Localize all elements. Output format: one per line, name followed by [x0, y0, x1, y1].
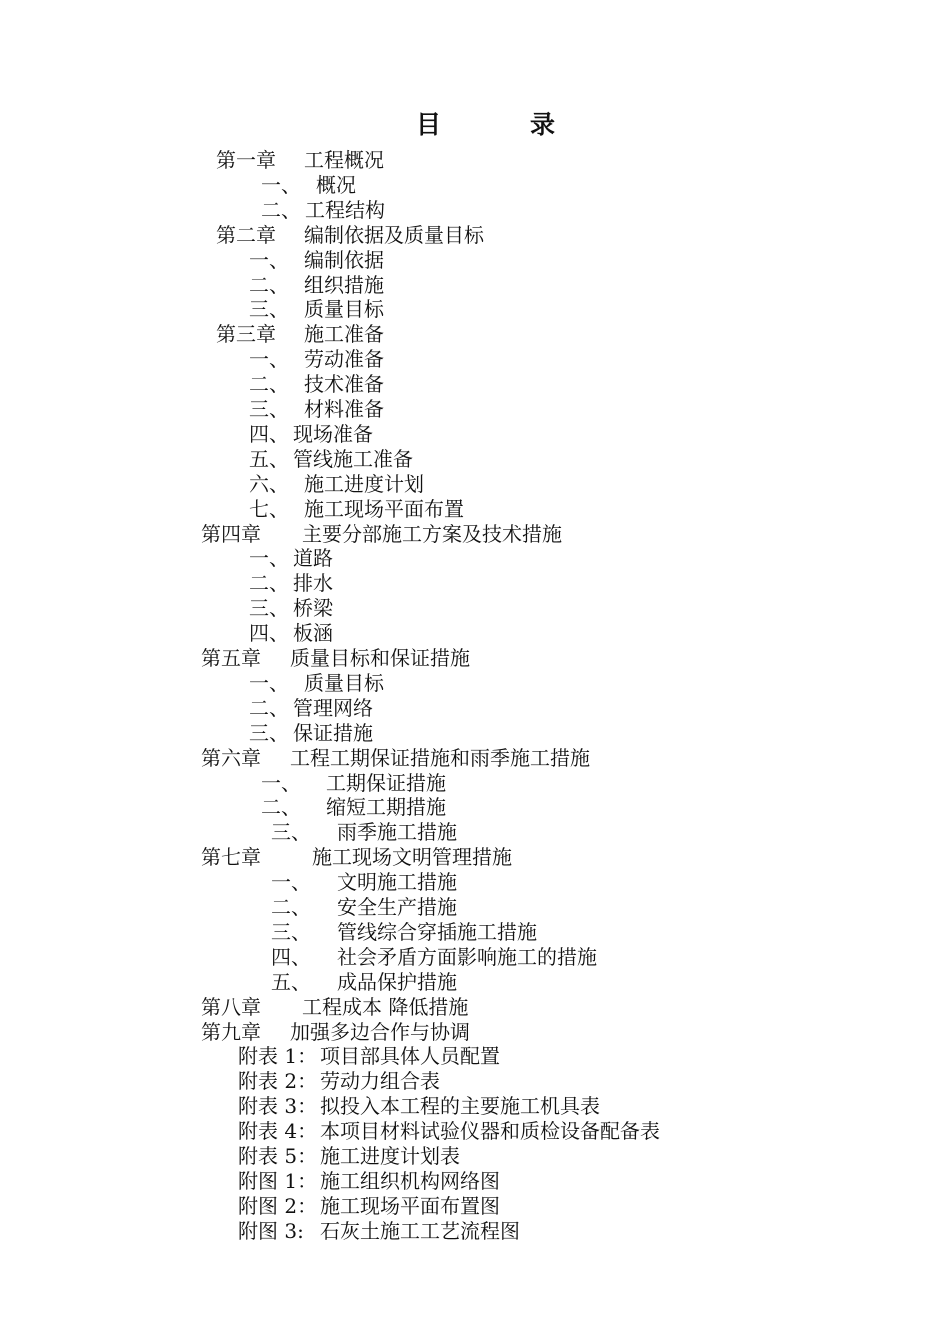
toc-entry-number: 第七章 [201, 845, 261, 870]
toc-entry-number: 附图 2： [238, 1193, 318, 1218]
toc-entry-number: 一、 [249, 247, 289, 272]
toc-chapter-entry [0, 522, 950, 547]
toc-entry-title: 材料准备 [304, 397, 384, 421]
toc-section-entry [0, 248, 950, 273]
toc-entry-title: 施工现场平面布置 [304, 496, 464, 521]
toc-section-entry [0, 795, 950, 820]
toc-section-entry [0, 472, 950, 497]
toc-entry-title: 成品保护措施 [337, 969, 457, 994]
title-char-2: 录 [530, 110, 556, 139]
toc-entry-title: 劳动力组合表 [320, 1069, 440, 1094]
toc-section-entry [0, 571, 950, 596]
toc-entry-number: 附图 1： [238, 1168, 318, 1193]
toc-chapter-entry [0, 1020, 950, 1045]
toc-entry-title: 现场准备 [293, 421, 373, 446]
toc-entry-title: 保证措施 [293, 720, 373, 745]
toc-appendix-entry [0, 1219, 950, 1244]
toc-section-entry [0, 820, 950, 845]
toc-section-entry [0, 546, 950, 571]
toc-entry-number: 一、 [249, 347, 289, 372]
toc-entry-number: 四、 [271, 944, 311, 969]
toc-chapter-entry [0, 995, 950, 1020]
toc-entry-title: 管线施工准备 [293, 446, 413, 471]
toc-entry-number: 二、 [249, 695, 289, 720]
toc-chapter-entry [0, 845, 950, 870]
toc-entry-number: 第一章 [216, 148, 276, 172]
toc-entry-title: 排水 [293, 571, 333, 596]
toc-section-entry [0, 397, 950, 422]
toc-entry-title: 施工准备 [304, 322, 384, 347]
toc-entry-title: 概况 [316, 172, 356, 197]
toc-entry-title: 组织措施 [304, 272, 384, 297]
toc-section-entry [0, 771, 950, 796]
toc-section-entry [0, 671, 950, 696]
toc-entry-title: 工程概况 [304, 148, 384, 172]
toc-section-entry [0, 920, 950, 945]
toc-entry-number: 附表 5： [238, 1144, 318, 1168]
toc-entry-title: 缩短工期措施 [326, 795, 446, 820]
toc-entry-title: 技术准备 [304, 372, 384, 397]
toc-chapter-entry [0, 148, 950, 173]
toc-entry-title: 本项目材料试验仪器和质检设备配备表 [320, 1119, 660, 1144]
toc-entry-number: 一、 [249, 546, 289, 571]
toc-entry-number: 三、 [249, 297, 289, 322]
toc-section-entry [0, 347, 950, 372]
toc-section-entry [0, 447, 950, 472]
toc-section-entry [0, 596, 950, 621]
toc-entry-number: 四、 [249, 421, 289, 446]
toc-appendix-entry [0, 1094, 950, 1119]
toc-entry-title: 主要分部施工方案及技术措施 [302, 521, 562, 546]
toc-entry-title: 板涵 [293, 621, 333, 646]
toc-entry-number: 三、 [249, 596, 289, 621]
toc-entry-title: 安全生产措施 [337, 895, 457, 919]
toc-entry-number: 二、 [249, 571, 289, 596]
toc-entry-number: 第三章 [216, 322, 276, 347]
toc-section-entry [0, 696, 950, 721]
toc-entry-title: 管理网络 [293, 695, 373, 720]
toc-entry-title: 工程成本 降低措施 [302, 994, 469, 1019]
toc-section-entry [0, 273, 950, 298]
toc-entry-number: 附表 3： [238, 1094, 318, 1119]
toc-entry-title: 施工进度计划表 [320, 1144, 460, 1168]
toc-chapter-entry [0, 322, 950, 347]
toc-entry-title: 文明施工措施 [337, 870, 457, 895]
toc-entry-title: 劳动准备 [304, 347, 384, 372]
toc-entry-number: 第四章 [201, 521, 261, 546]
toc-entry-title: 项目部具体人员配置 [320, 1044, 500, 1069]
toc-entry-number: 五、 [271, 969, 311, 994]
toc-entry-number: 二、 [249, 272, 289, 297]
toc-entry-title: 施工现场平面布置图 [320, 1193, 500, 1218]
toc-section-entry [0, 497, 950, 522]
toc-entry-number: 二、 [261, 795, 301, 820]
toc-entry-number: 一、 [249, 670, 289, 695]
toc-entry-number: 一、 [271, 870, 311, 895]
toc-entry-title: 施工现场文明管理措施 [312, 845, 512, 870]
toc-entry-number: 二、 [271, 895, 311, 919]
toc-entry-number: 附图 3: [238, 1218, 304, 1243]
toc-entry-number: 三、 [271, 820, 311, 845]
toc-entry-title: 编制依据 [304, 247, 384, 272]
toc-entry-number: 一、 [261, 770, 301, 795]
toc-appendix-entry [0, 1194, 950, 1219]
toc-section-entry [0, 297, 950, 322]
toc-entry-title: 加强多边合作与协调 [290, 1019, 470, 1044]
toc-entry-number: 附表 2： [238, 1069, 318, 1094]
toc-entry-number: 三、 [249, 397, 289, 421]
toc-section-entry [0, 970, 950, 995]
toc-entry-number: 二、 [261, 197, 301, 222]
toc-entry-number: 三、 [271, 919, 311, 944]
toc-entry-title: 工期保证措施 [326, 770, 446, 795]
toc-section-entry [0, 372, 950, 397]
toc-entry-number: 第八章 [201, 994, 261, 1019]
toc-entry-number: 第九章 [201, 1019, 261, 1044]
toc-entry-number: 第六章 [201, 745, 261, 770]
title-char-1: 目 [416, 110, 442, 139]
toc-entry-title: 道路 [293, 546, 333, 571]
toc-chapter-entry [0, 646, 950, 671]
toc-entry-number: 三、 [249, 720, 289, 745]
toc-appendix-entry [0, 1119, 950, 1144]
toc-entry-number: 第五章 [201, 646, 261, 670]
toc-entry-title: 质量目标 [304, 670, 384, 695]
toc-section-entry [0, 895, 950, 920]
toc-entry-number: 一、 [261, 172, 301, 197]
toc-entry-number: 五、 [249, 446, 289, 471]
toc-section-entry [0, 721, 950, 746]
toc-entry-number: 七、 [249, 496, 289, 521]
toc-appendix-entry [0, 1144, 950, 1169]
toc-entry-number: 四、 [249, 621, 289, 646]
toc-appendix-entry [0, 1069, 950, 1094]
toc-entry-number: 六、 [249, 471, 289, 496]
toc-section-entry [0, 422, 950, 447]
toc-entry-number: 二、 [249, 372, 289, 397]
toc-entry-title: 施工进度计划 [304, 471, 424, 496]
toc-chapter-entry [0, 223, 950, 248]
toc-entry-title: 质量目标和保证措施 [290, 646, 470, 670]
toc-section-entry [0, 173, 950, 198]
toc-section-entry [0, 621, 950, 646]
toc-entry-title: 雨季施工措施 [337, 820, 457, 845]
toc-section-entry [0, 945, 950, 970]
toc-entry-title: 管线综合穿插施工措施 [337, 919, 537, 944]
toc-entry-title: 工程结构 [305, 197, 385, 222]
toc-entry-number: 第二章 [216, 222, 276, 247]
toc-entry-title: 拟投入本工程的主要施工机具表 [320, 1094, 600, 1119]
toc-section-entry [0, 870, 950, 895]
toc-entry-title: 工程工期保证措施和雨季施工措施 [290, 745, 590, 770]
toc-entry-title: 施工组织机构网络图 [320, 1168, 500, 1193]
toc-entry-number: 附表 1： [238, 1044, 318, 1069]
toc-entry-title: 编制依据及质量目标 [304, 222, 484, 247]
toc-appendix-entry [0, 1044, 950, 1069]
toc-entry-title: 社会矛盾方面影响施工的措施 [337, 944, 597, 969]
toc-chapter-entry [0, 746, 950, 771]
toc-entry-title: 桥梁 [293, 596, 333, 621]
toc-entry-number: 附表 4： [238, 1119, 318, 1144]
toc-entry-title: 石灰土施工工艺流程图 [320, 1218, 520, 1243]
toc-section-entry [0, 198, 950, 223]
toc-appendix-entry [0, 1169, 950, 1194]
toc-entry-title: 质量目标 [304, 297, 384, 322]
